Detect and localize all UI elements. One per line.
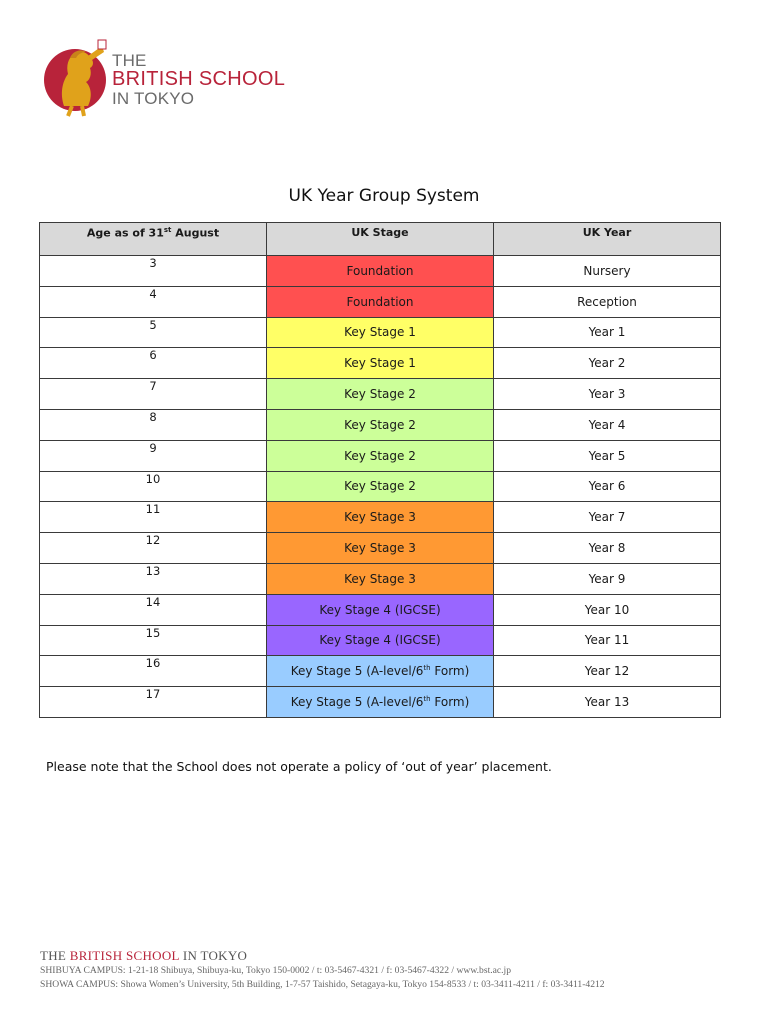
cell-uk-stage: Foundation	[267, 256, 494, 287]
cell-uk-year: Year 5	[494, 440, 721, 471]
footer-shibuya-campus: SHIBUYA CAMPUS: 1-21-18 Shibuya, Shibuya-ku, Tokyo 150-0002 / t: 03-5467-4321 / f: 03-5467-4322 / www.bst.ac.jp	[40, 965, 512, 976]
cell-uk-year: Reception	[494, 286, 721, 317]
lion-crest-icon	[42, 36, 108, 120]
cell-uk-year: Year 13	[494, 687, 721, 718]
cell-age: 16	[40, 656, 267, 687]
table-row	[40, 563, 721, 594]
cell-uk-stage: Key Stage 2	[267, 471, 494, 502]
cell-uk-stage: Key Stage 3	[267, 533, 494, 564]
cell-age: 12	[40, 533, 267, 564]
cell-uk-year: Year 9	[494, 563, 721, 594]
table-row	[40, 317, 721, 348]
table-row	[40, 256, 721, 287]
cell-age: 17	[40, 687, 267, 718]
cell-age: 6	[40, 348, 267, 379]
table-row	[40, 594, 721, 625]
table-row	[40, 286, 721, 317]
header-age: Age as of 31st August	[40, 223, 267, 256]
logo-line-british-school: BRITISH SCHOOL	[112, 68, 286, 90]
footer-school-name: THE BRITISH SCHOOL IN TOKYO	[40, 948, 248, 963]
cell-age: 8	[40, 409, 267, 440]
table-row	[40, 625, 721, 656]
cell-uk-stage: Key Stage 2	[267, 440, 494, 471]
cell-uk-stage: Key Stage 5 (A-level/6th Form)	[267, 656, 494, 687]
table-header-row	[40, 223, 721, 256]
logo-line-in-tokyo: IN TOKYO	[112, 89, 195, 108]
cell-uk-year: Year 7	[494, 502, 721, 533]
table-row	[40, 471, 721, 502]
cell-uk-stage: Key Stage 3	[267, 502, 494, 533]
footer-showa-campus: SHOWA CAMPUS: Showa Women’s University, 5th Building, 1-7-57 Taishido, Setagaya-ku, Tokyo 154-8533 / t: 03-3411-4211 / f: 03-3411-4212	[40, 979, 605, 990]
table-row	[40, 379, 721, 410]
cell-age: 9	[40, 440, 267, 471]
cell-uk-year: Year 8	[494, 533, 721, 564]
table-row	[40, 409, 721, 440]
cell-uk-stage: Key Stage 2	[267, 379, 494, 410]
cell-uk-year: Year 6	[494, 471, 721, 502]
cell-uk-stage: Foundation	[267, 286, 494, 317]
cell-uk-stage: Key Stage 4 (IGCSE)	[267, 625, 494, 656]
cell-uk-year: Nursery	[494, 256, 721, 287]
cell-uk-year: Year 1	[494, 317, 721, 348]
table-row	[40, 440, 721, 471]
cell-age: 11	[40, 502, 267, 533]
table-row	[40, 687, 721, 718]
school-logo	[42, 36, 292, 122]
cell-age: 10	[40, 471, 267, 502]
cell-uk-year: Year 3	[494, 379, 721, 410]
cell-uk-stage: Key Stage 1	[267, 348, 494, 379]
cell-uk-stage: Key Stage 2	[267, 409, 494, 440]
cell-age: 13	[40, 563, 267, 594]
header-uk-year: UK Year	[494, 223, 721, 256]
cell-uk-stage: Key Stage 4 (IGCSE)	[267, 594, 494, 625]
header-uk-stage: UK Stage	[267, 223, 494, 256]
cell-age: 14	[40, 594, 267, 625]
cell-age: 15	[40, 625, 267, 656]
footer	[40, 948, 740, 992]
cell-age: 7	[40, 379, 267, 410]
logo-line-the: THE	[112, 51, 147, 70]
cell-uk-year: Year 10	[494, 594, 721, 625]
table-row	[40, 533, 721, 564]
year-group-table	[39, 222, 721, 718]
table-row	[40, 656, 721, 687]
table-row	[40, 502, 721, 533]
placement-note: Please note that the School does not operate a policy of ‘out of year’ placement.	[46, 759, 552, 774]
cell-age: 5	[40, 317, 267, 348]
cell-uk-year: Year 2	[494, 348, 721, 379]
cell-uk-year: Year 12	[494, 656, 721, 687]
cell-uk-year: Year 11	[494, 625, 721, 656]
cell-uk-stage: Key Stage 1	[267, 317, 494, 348]
logo-wordmark	[112, 51, 285, 108]
page-title: UK Year Group System	[288, 186, 480, 206]
cell-uk-stage: Key Stage 5 (A-level/6th Form)	[267, 687, 494, 718]
cell-uk-stage: Key Stage 3	[267, 563, 494, 594]
cell-uk-year: Year 4	[494, 409, 721, 440]
cell-age: 4	[40, 286, 267, 317]
table-row	[40, 348, 721, 379]
cell-age: 3	[40, 256, 267, 287]
